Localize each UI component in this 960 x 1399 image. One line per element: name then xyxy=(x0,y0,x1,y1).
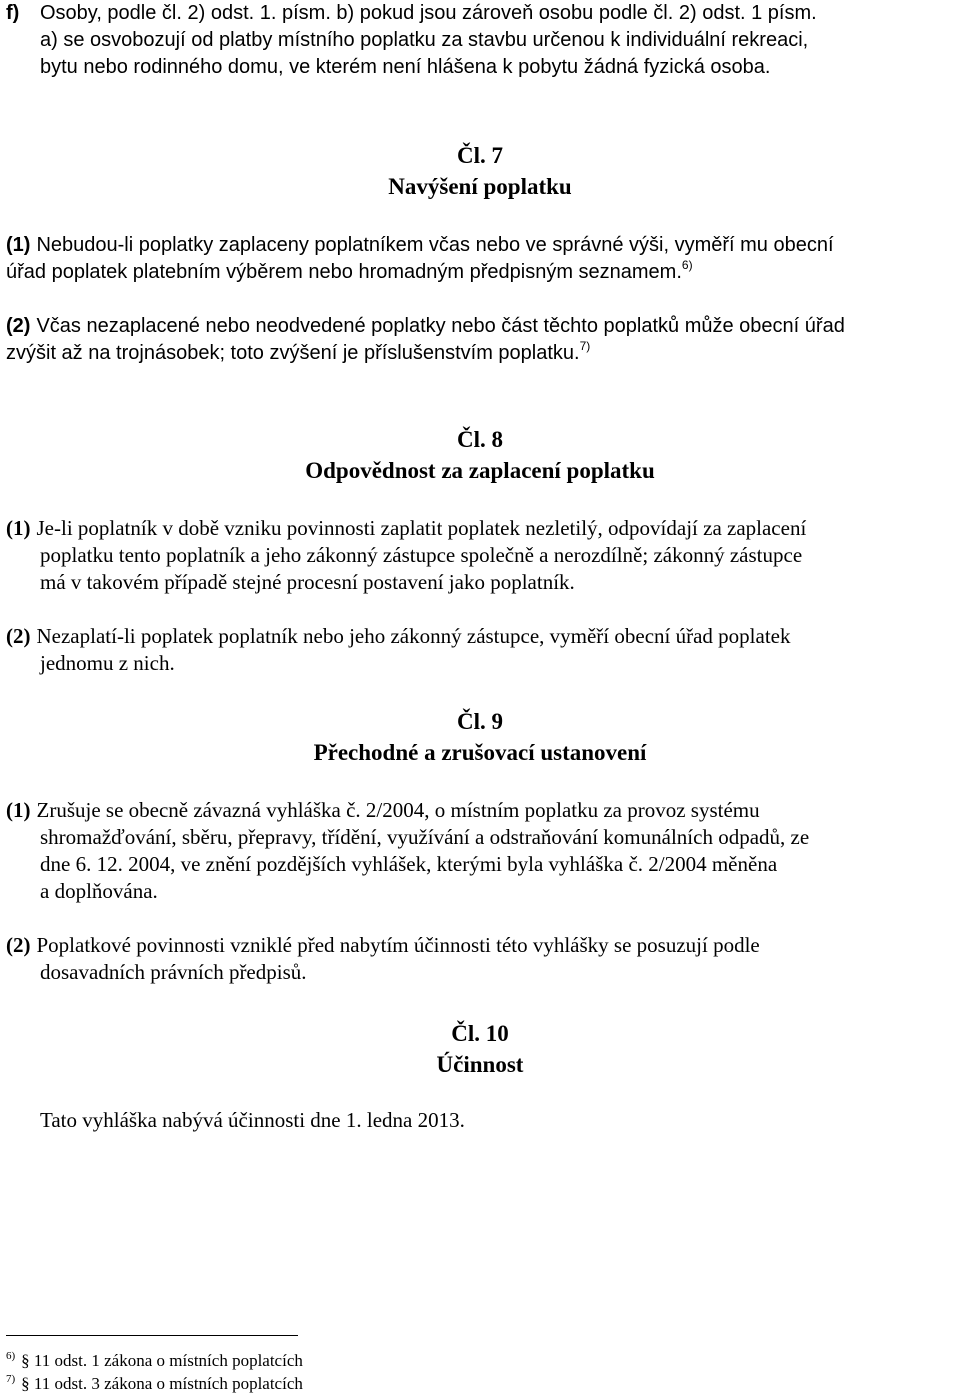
paragraph-line: jednomu z nich. xyxy=(40,651,175,675)
article-8-paragraph-1 xyxy=(6,515,958,596)
list-item-line: bytu nebo rodinného domu, ve kterém není hlášena k pobytu žádná fyzická osoba. xyxy=(40,56,771,78)
article-7-number: Čl. 7 xyxy=(457,143,503,168)
paragraph-number: (1) xyxy=(6,798,31,822)
footnote-ref-6: 6) xyxy=(681,258,693,272)
footnote-7 xyxy=(6,1374,303,1394)
paragraph-line: a doplňována. xyxy=(40,879,158,903)
footnote-mark: 6) xyxy=(6,1350,16,1362)
footnote-mark: 7) xyxy=(6,1373,16,1385)
article-10-title: Účinnost xyxy=(436,1052,524,1077)
list-item-text xyxy=(40,0,958,81)
article-9-paragraph-1 xyxy=(6,797,958,905)
article-9-title: Přechodné a zrušovací ustanovení xyxy=(313,740,647,765)
effective-date-text: Tato vyhláška nabývá účinnosti dne 1. ledna 2013. xyxy=(40,1108,465,1132)
paragraph-line: dne 6. 12. 2004, ve znění pozdějších vyhlášek, kterými byla vyhláška č. 2/2004 měněna xyxy=(40,852,778,876)
paragraph-line: Poplatkové povinnosti vzniklé před nabytím účinnosti této vyhlášky se posuzují podle xyxy=(36,933,760,957)
paragraph-line: Včas nezaplacené nebo neodvedené poplatky nebo část těchto poplatků může obecní úřad xyxy=(36,315,845,337)
article-9-number: Čl. 9 xyxy=(457,709,503,734)
paragraph-line: shromažďování, sběru, přepravy, třídění, využívání a odstraňování komunálních odpadů, ze xyxy=(40,825,810,849)
article-9-paragraph-2 xyxy=(6,932,958,986)
paragraph-number: (1) xyxy=(6,234,31,256)
article-7-title: Navýšení poplatku xyxy=(388,174,572,199)
paragraph-line: poplatku tento poplatník a jeho zákonný zástupce společně a nerozdílně; zákonný zástupce xyxy=(40,543,803,567)
paragraph-line: dosavadních právních předpisů. xyxy=(40,960,307,984)
paragraph-line: Nezaplatí-li poplatek poplatník nebo jeho zákonný zástupce, vyměří obecní úřad poplatek xyxy=(36,624,791,648)
list-item-line: Osoby, podle čl. 2) odst. 1. písm. b) pokud jsou zároveň osobu podle čl. 2) odst. 1 písm. xyxy=(40,2,817,24)
paragraph-number: (2) xyxy=(6,315,31,337)
footnote-ref-7: 7) xyxy=(579,339,591,353)
article-10-text xyxy=(6,1107,958,1134)
list-item-marker: f) xyxy=(6,2,20,24)
list-item-f xyxy=(6,0,958,81)
paragraph-number: (2) xyxy=(6,624,31,648)
paragraph-line: Je-li poplatník v době vzniku povinnosti zaplatit poplatek nezletilý, odpovídají za zaplacení xyxy=(36,516,807,540)
article-8-number: Čl. 8 xyxy=(457,427,503,452)
paragraph-line: Nebudou-li poplatky zaplaceny poplatníkem včas nebo ve správné výši, vyměří mu obecní xyxy=(36,234,834,256)
article-8-paragraph-2 xyxy=(6,623,958,677)
article-7-paragraph-2 xyxy=(6,313,958,367)
paragraph-line: zvýšit až na trojnásobek; toto zvýšení je příslušenstvím poplatku. xyxy=(6,342,580,364)
paragraph-number: (1) xyxy=(6,516,31,540)
footnote-text: § 11 odst. 1 zákona o místních poplatcích xyxy=(21,1351,303,1370)
footnote-text: § 11 odst. 3 zákona o místních poplatcích xyxy=(21,1374,303,1393)
paragraph-line: Zrušuje se obecně závazná vyhláška č. 2/2004, o místním poplatku za provoz systému xyxy=(36,798,760,822)
footnote-separator xyxy=(6,1335,298,1336)
article-8-title: Odpovědnost za zaplacení poplatku xyxy=(305,458,655,483)
paragraph-line: má v takovém případě stejné procesní postavení jako poplatník. xyxy=(40,570,575,594)
paragraph-number: (2) xyxy=(6,933,31,957)
list-item-line: a) se osvobozují od platby místního poplatku za stavbu určenou k individuální rekreaci, xyxy=(40,29,809,51)
article-7-paragraph-1 xyxy=(6,232,958,286)
paragraph-line: úřad poplatek platebním výběrem nebo hromadným předpisným seznamem. xyxy=(6,261,682,283)
article-10-number: Čl. 10 xyxy=(451,1021,509,1046)
footnote-6 xyxy=(6,1351,303,1371)
